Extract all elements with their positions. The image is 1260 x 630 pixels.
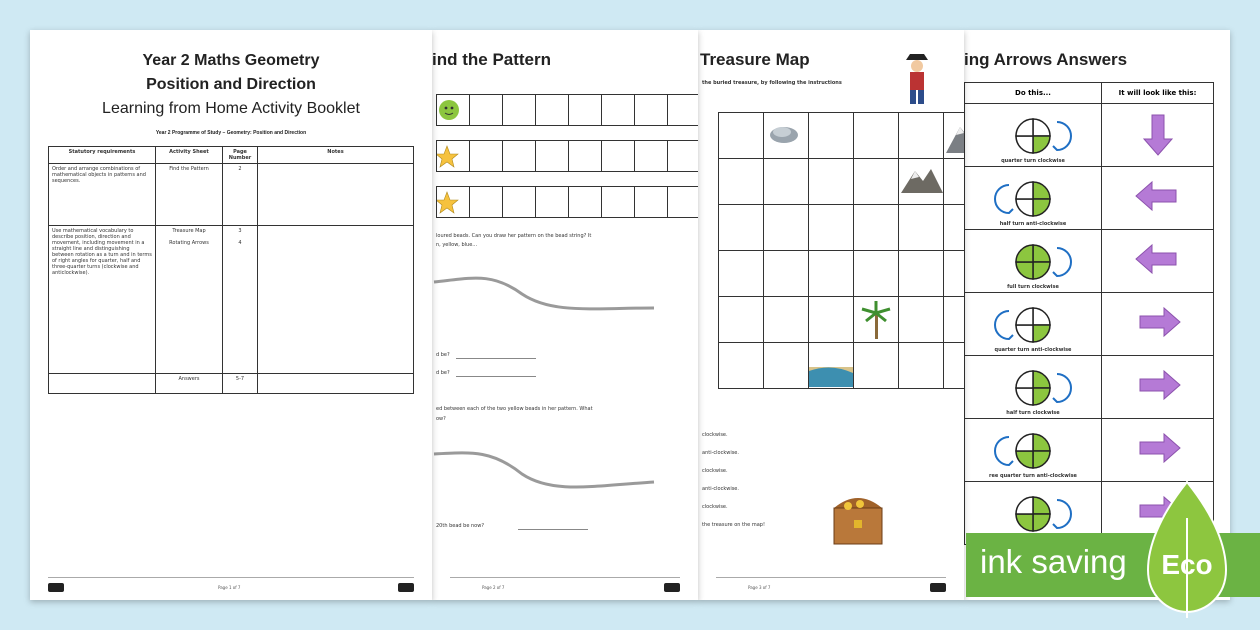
- footer-rule: [450, 577, 680, 578]
- quadrant: [1016, 325, 1033, 342]
- badge-text: ink saving: [980, 543, 1127, 580]
- grid-cell[interactable]: [899, 159, 944, 205]
- mountain-icon: [899, 159, 943, 201]
- treasure-chest-icon: [830, 486, 886, 548]
- eco-leaf-icon: [1138, 478, 1236, 622]
- turn-instruction-cell: [965, 167, 1102, 230]
- green-smiley-icon: [437, 95, 469, 125]
- yellow-star-icon: [437, 187, 469, 217]
- grid-cell[interactable]: [764, 297, 809, 343]
- quadrant: [1033, 119, 1050, 136]
- instruction-item: anti-clockwise.: [702, 450, 739, 456]
- turn-label: quarter turn clockwise: [1001, 158, 1065, 164]
- turn-instruction-cell: [965, 356, 1102, 419]
- question-text: ow?: [436, 416, 446, 422]
- bead-row: [436, 94, 698, 126]
- grid-cell[interactable]: [944, 113, 964, 159]
- quadrant: [1016, 388, 1033, 405]
- brand-logo-icon: [398, 583, 414, 592]
- grid-cell[interactable]: [719, 159, 764, 205]
- table-row: [965, 293, 1214, 356]
- grid-cell[interactable]: [809, 205, 854, 251]
- brand-logo-icon: [48, 583, 64, 592]
- quadrant: [1033, 308, 1050, 325]
- turn-label: half turn clockwise: [1006, 410, 1060, 416]
- left-arrow-icon: [1132, 233, 1184, 285]
- grid-cell[interactable]: [854, 251, 899, 297]
- bead-string-icon: [432, 444, 662, 494]
- requirement-cell: Use mathematical vocabulary to describe position, direction and movement, including movement in a straight line and distinguishing between rotation as a turn and in terms of right angles for quarter, half and three-quarter turns (clockwise and anticlockwise).: [49, 226, 156, 374]
- quadrant: [1016, 182, 1033, 199]
- page-title: ing Arrows Answers: [964, 50, 1128, 69]
- grid-cell[interactable]: [854, 159, 899, 205]
- quadrant: [1033, 136, 1050, 153]
- bead-row: [436, 186, 698, 218]
- bead-string-icon: [432, 268, 662, 318]
- turn-instruction-cell: [965, 104, 1102, 167]
- yellow-star-icon: [437, 141, 469, 171]
- quadrant: [1033, 514, 1050, 531]
- clockwise-arrow-icon: [1053, 374, 1071, 402]
- quadrant: [1033, 497, 1050, 514]
- programme-of-study: Year 2 Programme of Study – Geometry: Position and Direction: [155, 130, 307, 136]
- notes-cell: [258, 374, 414, 394]
- turn-circle-icon: [983, 429, 1083, 473]
- quadrant: [1033, 325, 1050, 342]
- turn-instruction-cell: [965, 230, 1102, 293]
- grid-cell[interactable]: [764, 159, 809, 205]
- page-title: Treasure Map: [700, 50, 810, 69]
- turn-circle-icon: [983, 114, 1083, 158]
- grid-cell[interactable]: [764, 113, 809, 159]
- grid-cell[interactable]: [809, 251, 854, 297]
- requirement-cell: Order and arrange combinations of mathematical objects in patterns and sequences.: [49, 164, 156, 226]
- question-text: n, yellow, blue...: [436, 242, 478, 248]
- notes-cell: [258, 226, 414, 374]
- table-row: [49, 164, 414, 226]
- col-page: Page Number: [223, 147, 258, 164]
- turn-label: quarter turn anti-clockwise: [994, 347, 1072, 353]
- treasure-grid: [718, 112, 964, 389]
- grid-cell[interactable]: [809, 159, 854, 205]
- page-title: ind the Pattern: [432, 50, 552, 69]
- grid-cell[interactable]: [899, 113, 944, 159]
- right-arrow-icon: [1132, 422, 1184, 474]
- mountain-icon: [944, 113, 964, 155]
- answers-table: [964, 82, 1214, 545]
- grid-cell[interactable]: [854, 205, 899, 251]
- turn-circle-icon: [983, 177, 1083, 221]
- page-cell: 2: [223, 164, 258, 226]
- quadrant: [1033, 451, 1050, 468]
- quadrant: [1033, 371, 1050, 388]
- table-row: [49, 374, 414, 394]
- turn-instruction-cell: [965, 419, 1102, 482]
- result-arrow-cell: [1102, 356, 1214, 419]
- table-row: [965, 230, 1214, 293]
- grid-cell[interactable]: [809, 343, 854, 389]
- clockwise-arrow-icon: [1053, 248, 1071, 276]
- question-text: loured beads. Can you draw her pattern on the bead string? It: [436, 233, 592, 239]
- bead-cell: [436, 140, 470, 172]
- grid-cell[interactable]: [944, 159, 964, 205]
- table-row: [965, 419, 1214, 482]
- quadrant: [1016, 451, 1033, 468]
- col-requirements: Statutory requirements: [49, 147, 156, 164]
- grid-cell[interactable]: [899, 297, 944, 343]
- grid-cell[interactable]: [809, 297, 854, 343]
- question-text: d be?: [436, 352, 450, 358]
- turn-instruction-cell: [965, 293, 1102, 356]
- eco-label: Eco: [1161, 549, 1213, 580]
- grid-cell[interactable]: [764, 205, 809, 251]
- col-do-this: Do this...: [965, 83, 1102, 104]
- answer-line[interactable]: [456, 358, 536, 359]
- treasure-map-page: [698, 30, 964, 600]
- anticlockwise-arrow-icon: [995, 185, 1013, 213]
- answer-line[interactable]: [518, 529, 588, 530]
- col-activity: Activity Sheet: [156, 147, 223, 164]
- quadrant: [1033, 199, 1050, 216]
- grid-cell[interactable]: [899, 205, 944, 251]
- turn-circle-icon: [983, 303, 1083, 347]
- col-result: It will look like this:: [1102, 83, 1214, 104]
- quadrant: [1016, 199, 1033, 216]
- grid-cell[interactable]: [719, 297, 764, 343]
- booklet-subtitle: Learning from Home Activity Booklet: [102, 100, 360, 117]
- page-cell: 5-7: [223, 374, 258, 394]
- grid-cell[interactable]: [809, 113, 854, 159]
- result-arrow-cell: [1102, 419, 1214, 482]
- quadrant: [1016, 371, 1033, 388]
- activity-cell: Treasure Map Rotating Arrows: [156, 226, 223, 374]
- palm-tree-icon: [854, 297, 898, 341]
- grid-cell[interactable]: [899, 251, 944, 297]
- footer-rule: [716, 577, 946, 578]
- clockwise-arrow-icon: [1053, 122, 1071, 150]
- grid-cell[interactable]: [899, 343, 944, 389]
- booklet-cover-page: [30, 30, 432, 600]
- result-arrow-cell: [1102, 167, 1214, 230]
- table-row: [965, 167, 1214, 230]
- clockwise-arrow-icon: [1053, 500, 1071, 528]
- anticlockwise-arrow-icon: [995, 311, 1013, 339]
- rock-icon: [764, 113, 804, 153]
- result-arrow-cell: [1102, 293, 1214, 356]
- grid-cell[interactable]: [719, 251, 764, 297]
- grid-cell[interactable]: [719, 205, 764, 251]
- grid-cell[interactable]: [719, 343, 764, 389]
- contents-table: [48, 146, 414, 394]
- table-row: [965, 104, 1214, 167]
- pirate-icon: [900, 50, 934, 108]
- footer-rule: [48, 577, 414, 578]
- beach-icon: [809, 343, 853, 387]
- brand-logo-icon: [930, 583, 946, 592]
- instruction-item: clockwise.: [702, 504, 728, 510]
- instruction-item: anti-clockwise.: [702, 486, 739, 492]
- grid-cell[interactable]: [944, 297, 964, 343]
- quadrant: [1033, 388, 1050, 405]
- question-text: d be?: [436, 370, 450, 376]
- left-arrow-icon: [1132, 170, 1184, 222]
- find-pattern-page: [432, 30, 698, 600]
- grid-cell[interactable]: [944, 205, 964, 251]
- requirement-cell: [49, 374, 156, 394]
- instruction-item: the treasure on the map!: [702, 522, 765, 528]
- table-row: [49, 226, 414, 374]
- grid-cell[interactable]: [944, 343, 964, 389]
- grid-cell[interactable]: [719, 113, 764, 159]
- quadrant: [1016, 245, 1033, 262]
- title-line-2: Position and Direction: [146, 76, 316, 93]
- result-arrow-cell: [1102, 230, 1214, 293]
- quadrant: [1033, 245, 1050, 262]
- right-arrow-icon: [1132, 296, 1184, 348]
- result-arrow-cell: [1102, 104, 1214, 167]
- page-number: Page 3 of 7: [748, 585, 771, 590]
- turn-circle-icon: [983, 366, 1083, 410]
- grid-cell[interactable]: [944, 251, 964, 297]
- answer-line[interactable]: [456, 376, 536, 377]
- bead-cell: [436, 186, 470, 218]
- quadrant: [1016, 119, 1033, 136]
- quadrant: [1016, 434, 1033, 451]
- question-text: 20th bead be now?: [436, 523, 484, 529]
- page-number: Page 1 of 7: [218, 585, 241, 590]
- quadrant: [1016, 514, 1033, 531]
- bead-row: [436, 140, 698, 172]
- right-arrow-icon: [1132, 359, 1184, 411]
- down-arrow-icon: [1132, 107, 1184, 159]
- instruction-item: clockwise.: [702, 432, 728, 438]
- grid-cell[interactable]: [854, 113, 899, 159]
- quadrant: [1016, 136, 1033, 153]
- page-number: Page 2 of 7: [482, 585, 505, 590]
- quadrant: [1033, 182, 1050, 199]
- quadrant: [1016, 308, 1033, 325]
- page-cell: 3 4: [223, 226, 258, 374]
- quadrant: [1033, 434, 1050, 451]
- turn-label: full turn clockwise: [1007, 284, 1059, 290]
- instruction-text: the buried treasure, by following the instructions: [702, 80, 842, 86]
- turn-label: half turn anti-clockwise: [999, 221, 1067, 227]
- table-row: [965, 356, 1214, 419]
- anticlockwise-arrow-icon: [995, 437, 1013, 465]
- notes-cell: [258, 164, 414, 226]
- brand-logo-icon: [664, 583, 680, 592]
- quadrant: [1016, 262, 1033, 279]
- quadrant: [1033, 262, 1050, 279]
- instruction-item: clockwise.: [702, 468, 728, 474]
- grid-cell[interactable]: [764, 343, 809, 389]
- col-notes: Notes: [258, 147, 414, 164]
- title-line-1: Year 2 Maths Geometry: [142, 52, 320, 69]
- grid-cell[interactable]: [854, 297, 899, 343]
- activity-cell: Find the Pattern: [156, 164, 223, 226]
- quadrant: [1016, 497, 1033, 514]
- grid-cell[interactable]: [854, 343, 899, 389]
- bead-cell: [436, 94, 470, 126]
- activity-cell: Answers: [156, 374, 223, 394]
- turn-label: ree quarter turn anti-clockwise: [989, 473, 1077, 479]
- turn-circle-icon: [983, 492, 1083, 536]
- turn-circle-icon: [983, 240, 1083, 284]
- question-text: ed between each of the two yellow beads in her pattern. What: [436, 406, 593, 412]
- grid-cell[interactable]: [764, 251, 809, 297]
